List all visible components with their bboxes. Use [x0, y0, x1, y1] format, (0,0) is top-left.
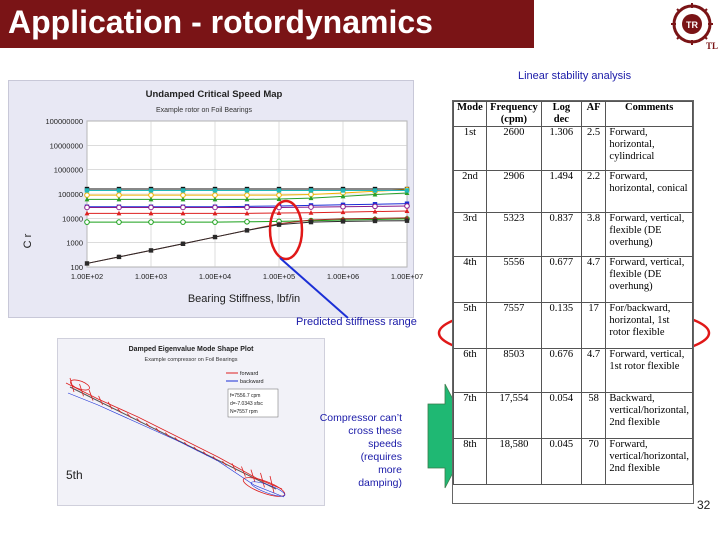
page-number: 32 — [697, 498, 711, 512]
table-row — [454, 213, 693, 257]
table-cell-mode: 3rd — [454, 213, 487, 257]
mode-info-2: d=-7.0343 sfsc — [230, 401, 263, 407]
table-row — [454, 257, 693, 303]
svg-text:TR: TR — [686, 20, 698, 30]
table-row — [454, 127, 693, 171]
table-row — [454, 303, 693, 349]
y-tick-label: 1000 — [66, 238, 83, 248]
table-cell-logdec: 0.135 — [541, 303, 581, 349]
chart-title: Undamped Critical Speed Map — [145, 89, 283, 100]
table-cell-frequency: 18,580 — [486, 439, 541, 485]
table-cell-mode: 7th — [454, 393, 487, 439]
y-tick-label: 1000000 — [53, 165, 83, 175]
table-cell-frequency: 5323 — [486, 213, 541, 257]
compressor-note — [304, 412, 402, 490]
table-cell-af: 17 — [581, 303, 606, 349]
table-header-row — [454, 102, 693, 127]
table-cell-af: 4.7 — [581, 257, 606, 303]
x-tick-label: 1.00E+05 — [262, 272, 296, 281]
mode-info-1: f=7556.7 cpm — [230, 393, 261, 399]
table-cell-af: 3.8 — [581, 213, 606, 257]
table-cell-mode: 8th — [454, 439, 487, 485]
table-cell-comments: Backward, vertical/horizontal, 2nd flexible — [606, 393, 693, 439]
table-cell-comments: Forward, vertical, flexible (DE overhung) — [606, 213, 693, 257]
x-tick-label: 1.00E+02 — [70, 272, 104, 281]
y-tick-label: 100000 — [57, 190, 83, 199]
x-tick-label: 1.00E+03 — [134, 272, 168, 281]
note-line-1: Compressor can’t — [319, 412, 402, 424]
predicted-stiffness-label: Predicted stiffness range — [296, 316, 417, 328]
y-tick-label: 100000000 — [45, 117, 83, 126]
table-cell-logdec: 1.306 — [541, 127, 581, 171]
linear-stability-label: Linear stability analysis — [518, 70, 632, 82]
header-logdec: Log dec — [541, 102, 581, 127]
table-cell-comments: Forward, vertical/horizontal, 2nd flexible — [606, 439, 693, 485]
table-cell-comments: Forward, horizontal, conical — [606, 171, 693, 213]
fifth-label: 5th — [66, 468, 83, 482]
table-cell-mode: 4th — [454, 257, 487, 303]
table-cell-logdec: 0.676 — [541, 349, 581, 393]
chart-ylabel: C r — [22, 233, 34, 249]
table-row — [454, 393, 693, 439]
table-cell-comments: Forward, horizontal, cylindrical — [606, 127, 693, 171]
y-tick-label: 10000000 — [49, 141, 83, 151]
mode-plot-subtitle: Example compressor on Foil Bearings — [144, 357, 238, 363]
table-row — [454, 349, 693, 393]
legend-backward: backward — [240, 379, 264, 385]
chart-xlabel: Bearing Stiffness, lbf/in — [187, 293, 301, 305]
table-cell-logdec: 1.494 — [541, 171, 581, 213]
table-cell-mode: 1st — [454, 127, 487, 171]
legend-forward: forward — [240, 371, 259, 377]
table-cell-logdec: 0.045 — [541, 439, 581, 485]
note-line-4: (requires — [360, 451, 402, 463]
table-cell-logdec: 0.837 — [541, 213, 581, 257]
mode-shape-chart — [58, 339, 324, 505]
table-cell-mode: 5th — [454, 303, 487, 349]
chart-subtitle: Example rotor on Foil Bearings — [155, 107, 253, 114]
note-line-2: cross these — [348, 425, 402, 437]
mode-plot-title: Damped Eigenvalue Mode Shape Plot — [128, 346, 254, 353]
table-cell-logdec: 0.677 — [541, 257, 581, 303]
note-line-3: speeds — [368, 438, 402, 450]
table-cell-af: 2.5 — [581, 127, 606, 171]
table-cell-af: 70 — [581, 439, 606, 485]
mode-shape-panel — [57, 338, 325, 506]
header-mode: Mode — [454, 102, 487, 127]
stability-table — [453, 101, 693, 485]
slide-title: Application - rotordynamics — [8, 4, 433, 40]
x-tick-label: 1.00E+07 — [390, 272, 424, 281]
note-line-6: damping) — [358, 477, 402, 489]
table-cell-mode: 6th — [454, 349, 487, 393]
x-tick-label: 1.00E+06 — [326, 272, 360, 281]
table-cell-frequency: 7557 — [486, 303, 541, 349]
table-cell-comments: Forward, vertical, 1st rotor flexible — [606, 349, 693, 393]
note-line-5: more — [378, 464, 402, 476]
table-row — [454, 171, 693, 213]
x-tick-label: 1.00E+04 — [198, 272, 232, 281]
table-cell-comments: Forward, vertical, flexible (DE overhung) — [606, 257, 693, 303]
y-tick-label: 10000 — [62, 214, 83, 224]
table-cell-frequency: 17,554 — [486, 393, 541, 439]
table-cell-frequency: 8503 — [486, 349, 541, 393]
table-cell-af: 58 — [581, 393, 606, 439]
table-cell-af: 4.7 — [581, 349, 606, 393]
mode-info-3: N=7557 rpm — [230, 409, 258, 415]
header-frequency: Frequency (cpm) — [486, 102, 541, 127]
header-af: AF — [581, 102, 606, 127]
table-cell-logdec: 0.054 — [541, 393, 581, 439]
stability-table-panel — [452, 100, 694, 504]
y-tick-label: 100 — [70, 263, 83, 272]
header-comments: Comments — [606, 102, 693, 127]
svg-text:TL: TL — [706, 41, 719, 51]
table-cell-mode: 2nd — [454, 171, 487, 213]
table-row — [454, 439, 693, 485]
table-cell-frequency: 2600 — [486, 127, 541, 171]
table-cell-comments: For/backward, horizontal, 1st rotor flexible — [606, 303, 693, 349]
table-cell-frequency: 2906 — [486, 171, 541, 213]
table-cell-frequency: 5556 — [486, 257, 541, 303]
table-cell-af: 2.2 — [581, 171, 606, 213]
